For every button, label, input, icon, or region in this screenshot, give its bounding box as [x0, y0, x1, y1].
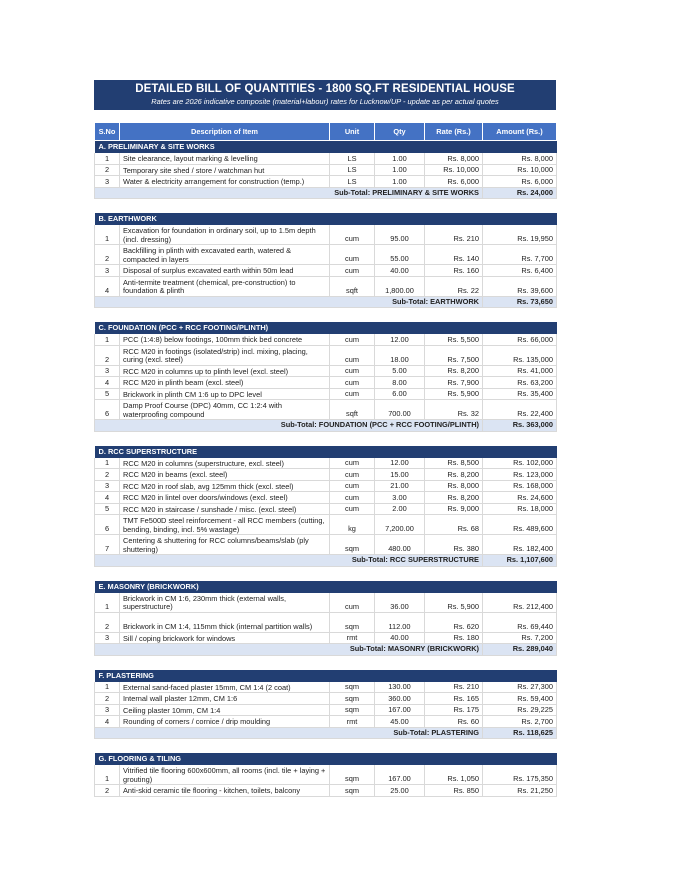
- cell-sno: 2: [95, 469, 120, 481]
- cell-unit: sqm: [330, 682, 375, 693]
- cell-description: Internal wall plaster 12mm, CM 1:6: [120, 693, 330, 705]
- table-row: [95, 225, 557, 245]
- cell-sno: 1: [95, 458, 120, 469]
- cell-amount: Rs. 10,000: [483, 164, 557, 176]
- cell-amount: Rs. 27,300: [483, 682, 557, 693]
- cell-description: Water & electricity arrangement for construction (temp.): [120, 176, 330, 188]
- section-header-row: [95, 213, 557, 225]
- spacer-cell: [95, 431, 557, 446]
- title-band: [94, 80, 556, 110]
- section-title: D. RCC SUPERSTRUCTURE: [95, 446, 557, 458]
- cell-rate: Rs. 380: [425, 535, 483, 555]
- cell-description: Excavation for foundation in ordinary soil, up to 1.5m depth (incl. dressing): [120, 225, 330, 245]
- cell-description: Site clearance, layout marking & levelling: [120, 153, 330, 164]
- cell-description: Brickwork in CM 1:4, 115mm thick (internal partition walls): [120, 612, 330, 632]
- table-row: [95, 492, 557, 504]
- cell-rate: Rs. 7,500: [425, 345, 483, 365]
- cell-rate: Rs. 165: [425, 693, 483, 705]
- cell-rate: Rs. 8,200: [425, 365, 483, 377]
- section-title: G. FLOORING & TILING: [95, 753, 557, 765]
- header-rate: Rate (Rs.): [425, 123, 483, 141]
- cell-qty: 12.00: [375, 334, 425, 345]
- cell-sno: 2: [95, 612, 120, 632]
- table-row: [95, 153, 557, 164]
- cell-qty: 112.00: [375, 612, 425, 632]
- table-row: [95, 176, 557, 188]
- cell-unit: cum: [330, 480, 375, 492]
- cell-qty: 8.00: [375, 377, 425, 389]
- boq-page: [94, 80, 556, 797]
- subtotal-label: Sub-Total: RCC SUPERSTRUCTURE: [95, 555, 483, 567]
- cell-description: RCC M20 in plinth beam (excl. steel): [120, 377, 330, 389]
- section-spacer: [95, 199, 557, 214]
- cell-unit: LS: [330, 153, 375, 164]
- cell-description: External sand-faced plaster 15mm, CM 1:4 (2 coat): [120, 682, 330, 693]
- subtotal-amount: Rs. 118,625: [483, 727, 557, 739]
- table-row: [95, 515, 557, 535]
- cell-rate: Rs. 180: [425, 632, 483, 644]
- cell-qty: 2.00: [375, 503, 425, 515]
- cell-sno: 6: [95, 400, 120, 420]
- cell-unit: cum: [330, 593, 375, 613]
- cell-amount: Rs. 212,400: [483, 593, 557, 613]
- table-row: [95, 334, 557, 345]
- cell-unit: sqm: [330, 612, 375, 632]
- header-sno: S.No: [95, 123, 120, 141]
- subtotal-amount: Rs. 1,107,600: [483, 555, 557, 567]
- table-row: [95, 480, 557, 492]
- document-title: DETAILED BILL OF QUANTITIES - 1800 SQ.FT RESIDENTIAL HOUSE: [135, 83, 515, 95]
- cell-sno: 1: [95, 593, 120, 613]
- cell-amount: Rs. 135,000: [483, 345, 557, 365]
- cell-description: Backfilling in plinth with excavated earth, watered & compacted in layers: [120, 245, 330, 265]
- cell-description: RCC M20 in columns up to plinth level (excl. steel): [120, 365, 330, 377]
- section-header-row: [95, 670, 557, 682]
- cell-amount: Rs. 35,400: [483, 388, 557, 400]
- header-amount: Amount (Rs.): [483, 123, 557, 141]
- cell-unit: sqm: [330, 704, 375, 716]
- table-row: [95, 164, 557, 176]
- cell-description: Disposal of surplus excavated earth within 50m lead: [120, 265, 330, 277]
- cell-unit: rmt: [330, 632, 375, 644]
- cell-qty: 5.00: [375, 365, 425, 377]
- cell-qty: 1.00: [375, 164, 425, 176]
- cell-qty: 40.00: [375, 632, 425, 644]
- cell-unit: cum: [330, 492, 375, 504]
- table-row: [95, 503, 557, 515]
- subtotal-amount: Rs. 363,000: [483, 420, 557, 432]
- table-row: [95, 765, 557, 785]
- cell-amount: Rs. 102,000: [483, 458, 557, 469]
- table-row: [95, 469, 557, 481]
- cell-sno: 4: [95, 276, 120, 296]
- cell-sno: 2: [95, 164, 120, 176]
- cell-unit: sqft: [330, 276, 375, 296]
- cell-unit: cum: [330, 503, 375, 515]
- section-header-row: [95, 446, 557, 458]
- table-row: [95, 593, 557, 613]
- boq-table: [94, 122, 557, 797]
- cell-rate: Rs. 10,000: [425, 164, 483, 176]
- cell-description: Centering & shuttering for RCC columns/beams/slab (ply shuttering): [120, 535, 330, 555]
- cell-amount: Rs. 63,200: [483, 377, 557, 389]
- section-header-row: [95, 753, 557, 765]
- cell-unit: LS: [330, 176, 375, 188]
- cell-description: Damp Proof Course (DPC) 40mm, CC 1:2:4 with waterproofing compound: [120, 400, 330, 420]
- table-row: [95, 704, 557, 716]
- cell-unit: cum: [330, 245, 375, 265]
- cell-amount: Rs. 175,350: [483, 765, 557, 785]
- cell-unit: cum: [330, 458, 375, 469]
- cell-rate: Rs. 160: [425, 265, 483, 277]
- cell-rate: Rs. 5,900: [425, 388, 483, 400]
- spacer-cell: [95, 655, 557, 670]
- cell-rate: Rs. 8,200: [425, 492, 483, 504]
- cell-sno: 5: [95, 503, 120, 515]
- cell-qty: 45.00: [375, 716, 425, 728]
- table-row: [95, 377, 557, 389]
- table-row: [95, 612, 557, 632]
- cell-sno: 3: [95, 265, 120, 277]
- cell-description: TMT Fe500D steel reinforcement - all RCC members (cutting, bending, binding, incl. 5% wastage): [120, 515, 330, 535]
- document-subtitle: Rates are 2026 indicative composite (material+labour) rates for Lucknow/UP - update as per actual quotes: [151, 97, 499, 106]
- cell-description: RCC M20 in columns (superstructure, excl. steel): [120, 458, 330, 469]
- cell-unit: cum: [330, 225, 375, 245]
- cell-rate: Rs. 1,050: [425, 765, 483, 785]
- cell-rate: Rs. 9,000: [425, 503, 483, 515]
- cell-amount: Rs. 6,400: [483, 265, 557, 277]
- spacer-cell: [95, 566, 557, 581]
- section-header-row: [95, 141, 557, 154]
- cell-unit: sqft: [330, 400, 375, 420]
- table-row: [95, 245, 557, 265]
- cell-amount: Rs. 18,000: [483, 503, 557, 515]
- cell-amount: Rs. 19,950: [483, 225, 557, 245]
- cell-qty: 167.00: [375, 765, 425, 785]
- cell-amount: Rs. 66,000: [483, 334, 557, 345]
- cell-description: RCC M20 in staircase / sunshade / misc. (excl. steel): [120, 503, 330, 515]
- section-spacer: [95, 308, 557, 323]
- cell-rate: Rs. 7,900: [425, 377, 483, 389]
- cell-sno: 1: [95, 225, 120, 245]
- table-row: [95, 400, 557, 420]
- cell-sno: 2: [95, 693, 120, 705]
- cell-description: Anti-termite treatment (chemical, pre-construction) to foundation & plinth: [120, 276, 330, 296]
- table-row: [95, 535, 557, 555]
- cell-amount: Rs. 41,000: [483, 365, 557, 377]
- cell-sno: 3: [95, 704, 120, 716]
- cell-qty: 480.00: [375, 535, 425, 555]
- cell-qty: 15.00: [375, 469, 425, 481]
- cell-qty: 700.00: [375, 400, 425, 420]
- cell-sno: 5: [95, 388, 120, 400]
- cell-unit: cum: [330, 377, 375, 389]
- table-body: [95, 141, 557, 797]
- header-unit: Unit: [330, 123, 375, 141]
- cell-unit: LS: [330, 164, 375, 176]
- subtotal-label: Sub-Total: PRELIMINARY & SITE WORKS: [95, 187, 483, 199]
- cell-unit: sqm: [330, 693, 375, 705]
- cell-rate: Rs. 620: [425, 612, 483, 632]
- cell-rate: Rs. 850: [425, 785, 483, 797]
- section-title: E. MASONRY (BRICKWORK): [95, 581, 557, 593]
- cell-amount: Rs. 7,700: [483, 245, 557, 265]
- cell-rate: Rs. 210: [425, 225, 483, 245]
- section-spacer: [95, 431, 557, 446]
- table-row: [95, 345, 557, 365]
- cell-qty: 1.00: [375, 153, 425, 164]
- subtotal-label: Sub-Total: PLASTERING: [95, 727, 483, 739]
- cell-description: Brickwork in plinth CM 1:6 up to DPC level: [120, 388, 330, 400]
- cell-amount: Rs. 69,440: [483, 612, 557, 632]
- cell-sno: 1: [95, 334, 120, 345]
- cell-description: Vitrified tile flooring 600x600mm, all rooms (incl. tile + laying + grouting): [120, 765, 330, 785]
- subtotal-row: [95, 644, 557, 656]
- cell-sno: 4: [95, 716, 120, 728]
- table-row: [95, 785, 557, 797]
- cell-sno: 1: [95, 765, 120, 785]
- cell-qty: 1.00: [375, 176, 425, 188]
- cell-sno: 3: [95, 632, 120, 644]
- cell-amount: Rs. 7,200: [483, 632, 557, 644]
- cell-rate: Rs. 5,900: [425, 593, 483, 613]
- cell-sno: 1: [95, 153, 120, 164]
- cell-sno: 3: [95, 365, 120, 377]
- cell-unit: cum: [330, 265, 375, 277]
- table-row: [95, 265, 557, 277]
- cell-qty: 130.00: [375, 682, 425, 693]
- cell-description: RCC M20 in roof slab, avg 125mm thick (excl. steel): [120, 480, 330, 492]
- cell-rate: Rs. 8,200: [425, 469, 483, 481]
- table-row: [95, 693, 557, 705]
- subtotal-row: [95, 555, 557, 567]
- table-row: [95, 458, 557, 469]
- cell-sno: 4: [95, 492, 120, 504]
- section-title: B. EARTHWORK: [95, 213, 557, 225]
- section-spacer: [95, 739, 557, 754]
- cell-qty: 6.00: [375, 388, 425, 400]
- cell-sno: 4: [95, 377, 120, 389]
- table-row: [95, 276, 557, 296]
- cell-description: RCC M20 in lintel over doors/windows (excl. steel): [120, 492, 330, 504]
- cell-qty: 7,200.00: [375, 515, 425, 535]
- cell-qty: 40.00: [375, 265, 425, 277]
- cell-description: Ceiling plaster 10mm, CM 1:4: [120, 704, 330, 716]
- subtotal-amount: Rs. 73,650: [483, 296, 557, 308]
- cell-rate: Rs. 32: [425, 400, 483, 420]
- cell-description: Brickwork in CM 1:6, 230mm thick (external walls, superstructure): [120, 593, 330, 613]
- cell-unit: cum: [330, 345, 375, 365]
- cell-rate: Rs. 22: [425, 276, 483, 296]
- subtotal-row: [95, 420, 557, 432]
- spacer-cell: [95, 199, 557, 214]
- cell-unit: rmt: [330, 716, 375, 728]
- cell-qty: 3.00: [375, 492, 425, 504]
- cell-description: RCC M20 in beams (excl. steel): [120, 469, 330, 481]
- cell-unit: sqm: [330, 765, 375, 785]
- cell-rate: Rs. 68: [425, 515, 483, 535]
- cell-sno: 1: [95, 682, 120, 693]
- cell-description: Temporary site shed / store / watchman hut: [120, 164, 330, 176]
- cell-amount: Rs. 168,000: [483, 480, 557, 492]
- cell-qty: 36.00: [375, 593, 425, 613]
- cell-unit: sqm: [330, 785, 375, 797]
- cell-qty: 95.00: [375, 225, 425, 245]
- cell-amount: Rs. 21,250: [483, 785, 557, 797]
- cell-amount: Rs. 489,600: [483, 515, 557, 535]
- table-row: [95, 365, 557, 377]
- cell-qty: 18.00: [375, 345, 425, 365]
- section-title: A. PRELIMINARY & SITE WORKS: [95, 141, 557, 154]
- cell-amount: Rs. 182,400: [483, 535, 557, 555]
- cell-amount: Rs. 59,400: [483, 693, 557, 705]
- cell-amount: Rs. 8,000: [483, 153, 557, 164]
- subtotal-label: Sub-Total: EARTHWORK: [95, 296, 483, 308]
- cell-qty: 1,800.00: [375, 276, 425, 296]
- cell-amount: Rs. 6,000: [483, 176, 557, 188]
- cell-unit: cum: [330, 334, 375, 345]
- subtotal-amount: Rs. 289,040: [483, 644, 557, 656]
- cell-rate: Rs. 6,000: [425, 176, 483, 188]
- cell-sno: 3: [95, 176, 120, 188]
- cell-amount: Rs. 39,600: [483, 276, 557, 296]
- cell-rate: Rs. 175: [425, 704, 483, 716]
- subtotal-label: Sub-Total: FOUNDATION (PCC + RCC FOOTING/PLINTH): [95, 420, 483, 432]
- cell-unit: cum: [330, 469, 375, 481]
- section-header-row: [95, 581, 557, 593]
- subtotal-row: [95, 296, 557, 308]
- cell-qty: 21.00: [375, 480, 425, 492]
- cell-rate: Rs. 60: [425, 716, 483, 728]
- cell-amount: Rs. 29,225: [483, 704, 557, 716]
- table-row: [95, 632, 557, 644]
- table-row: [95, 716, 557, 728]
- header-description: Description of Item: [120, 123, 330, 141]
- cell-amount: Rs. 2,700: [483, 716, 557, 728]
- cell-rate: Rs. 5,500: [425, 334, 483, 345]
- subtotal-row: [95, 187, 557, 199]
- cell-unit: kg: [330, 515, 375, 535]
- cell-qty: 167.00: [375, 704, 425, 716]
- section-spacer: [95, 655, 557, 670]
- cell-description: PCC (1:4:8) below footings, 100mm thick bed concrete: [120, 334, 330, 345]
- header-qty: Qty: [375, 123, 425, 141]
- subtotal-row: [95, 727, 557, 739]
- section-title: C. FOUNDATION (PCC + RCC FOOTING/PLINTH): [95, 322, 557, 334]
- cell-rate: Rs. 140: [425, 245, 483, 265]
- cell-sno: 2: [95, 345, 120, 365]
- cell-sno: 2: [95, 785, 120, 797]
- cell-amount: Rs. 123,000: [483, 469, 557, 481]
- cell-rate: Rs. 8,000: [425, 153, 483, 164]
- section-header-row: [95, 322, 557, 334]
- cell-sno: 7: [95, 535, 120, 555]
- section-title: F. PLASTERING: [95, 670, 557, 682]
- cell-rate: Rs. 8,000: [425, 480, 483, 492]
- cell-description: Rounding of corners / cornice / drip moulding: [120, 716, 330, 728]
- cell-qty: 55.00: [375, 245, 425, 265]
- table-row: [95, 682, 557, 693]
- cell-rate: Rs. 8,500: [425, 458, 483, 469]
- subtotal-amount: Rs. 24,000: [483, 187, 557, 199]
- table-row: [95, 388, 557, 400]
- cell-unit: cum: [330, 365, 375, 377]
- cell-qty: 25.00: [375, 785, 425, 797]
- cell-description: Sill / coping brickwork for windows: [120, 632, 330, 644]
- subtotal-label: Sub-Total: MASONRY (BRICKWORK): [95, 644, 483, 656]
- cell-sno: 3: [95, 480, 120, 492]
- cell-qty: 360.00: [375, 693, 425, 705]
- cell-sno: 6: [95, 515, 120, 535]
- cell-amount: Rs. 22,400: [483, 400, 557, 420]
- cell-amount: Rs. 24,600: [483, 492, 557, 504]
- spacer-cell: [95, 308, 557, 323]
- cell-description: Anti-skid ceramic tile flooring - kitchen, toilets, balcony: [120, 785, 330, 797]
- cell-qty: 12.00: [375, 458, 425, 469]
- cell-rate: Rs. 210: [425, 682, 483, 693]
- section-spacer: [95, 566, 557, 581]
- cell-unit: sqm: [330, 535, 375, 555]
- cell-sno: 2: [95, 245, 120, 265]
- cell-unit: cum: [330, 388, 375, 400]
- spacer-cell: [95, 739, 557, 754]
- cell-description: RCC M20 in footings (isolated/strip) incl. mixing, placing, curing (excl. steel): [120, 345, 330, 365]
- table-header-row: [95, 123, 557, 141]
